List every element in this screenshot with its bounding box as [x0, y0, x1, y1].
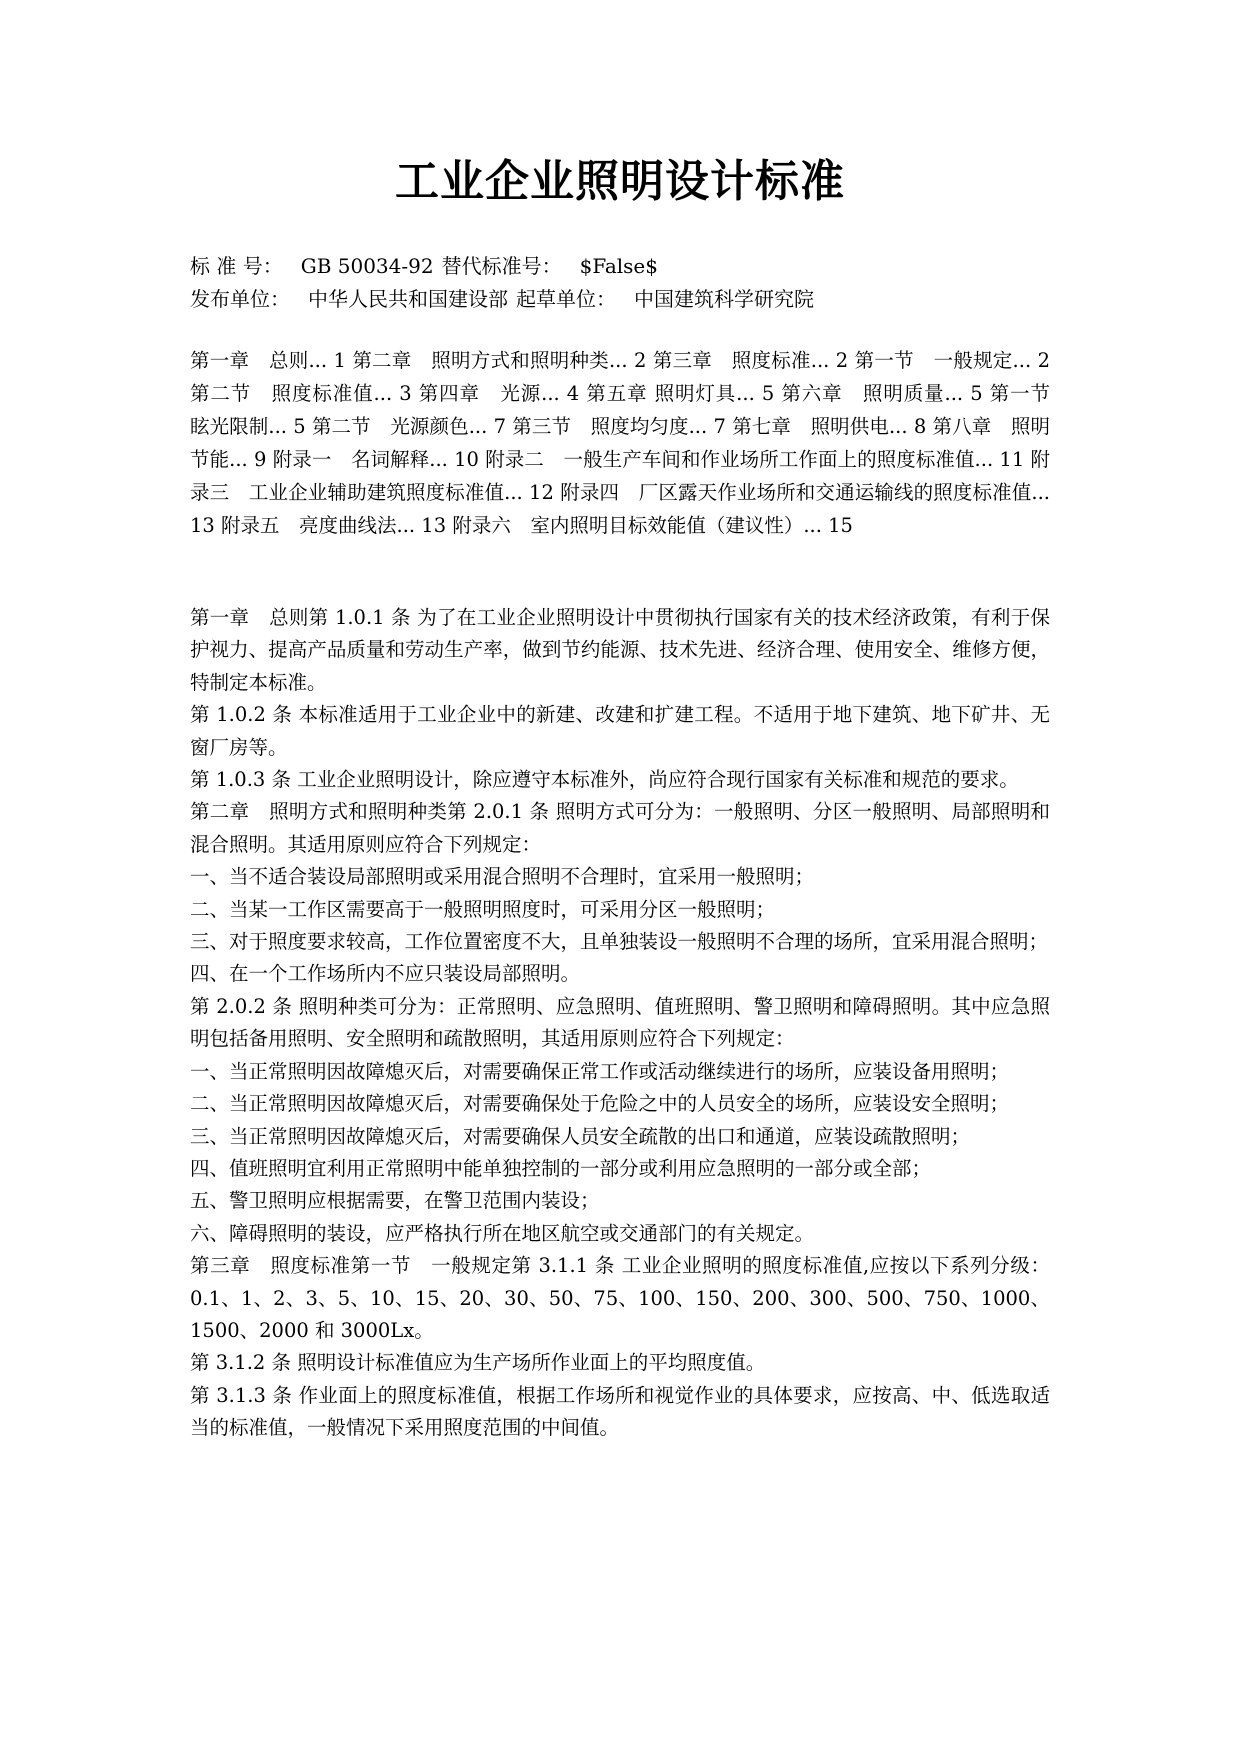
paragraph: 第 1.0.2 条 本标准适用于工业企业中的新建、改建和扩建工程。不适用于地下建筑、地下矿井、无窗厂房等。 — [190, 703, 1050, 759]
paragraph: 第三章 照度标准第一节 一般规定第 3.1.1 条 工业企业照明的照度标准值,应按以下系列分级：0.1、1、2、3、5、10、15、20、30、50、75、100、150、200、300、500、750、1000、1500、2000 和 3000Lx。 — [190, 1254, 1050, 1342]
replacement-standard-value: $False$ — [579, 254, 658, 278]
document-body — [190, 602, 1050, 1445]
publisher-label: 发布单位： — [190, 287, 290, 311]
paragraph: 六、障碍照明的装设，应严格执行所在地区航空或交通部门的有关规定。 — [190, 1221, 815, 1245]
paragraph: 第 3.1.3 条 作业面上的照度标准值，根据工作场所和视觉作业的具体要求，应按高、中、低选取适当的标准值，一般情况下采用照度范围的中间值。 — [190, 1383, 1050, 1440]
publisher-value: 中华人民共和国建设部 — [308, 287, 508, 311]
paragraph: 二、当某一工作区需要高于一般照明照度时，可采用分区一般照明； — [190, 897, 776, 921]
paragraph: 第 3.1.2 条 照明设计标准值应为生产场所作业面上的平均照度值。 — [190, 1351, 766, 1375]
paragraph: 二、当正常照明因故障熄灭后，对需要确保处于危险之中的人员安全的场所，应装设安全照明； — [190, 1092, 1010, 1116]
standard-number-label: 标 准 号： — [190, 254, 283, 278]
paragraph: 第 2.0.2 条 照明种类可分为：正常照明、应急照明、值班照明、警卫照明和障碍照明。其中应急照明包括备用照明、安全照明和疏散照明，其适用原则应符合下列规定： — [190, 994, 1050, 1051]
document-title: 工业企业照明设计标准 — [395, 156, 845, 207]
paragraph: 四、值班照明宜利用正常照明中能单独控制的一部分或利用应急照明的一部分或全部； — [190, 1156, 932, 1180]
paragraph: 第一章 总则第 1.0.1 条 为了在工业企业照明设计中贯彻执行国家有关的技术经济政策，有利于保护视力、提高产品质量和劳动生产率，做到节约能源、技术先进、经济合理、使用安全、维修方便，特制定本标准。 — [190, 606, 1050, 694]
paragraph: 第二章 照明方式和照明种类第 2.0.1 条 照明方式可分为：一般照明、分区一般照明、局部照明和混合照明。其适用原则应符合下列规定： — [190, 800, 1050, 856]
drafter-label: 起草单位： — [516, 287, 616, 311]
paragraph: 四、在一个工作场所内不应只装设局部照明。 — [190, 962, 581, 986]
replacement-standard-label: 替代标准号： — [441, 254, 562, 278]
standard-number-value: GB 50034-92 — [300, 254, 434, 278]
meta-line-publisher — [190, 283, 1050, 316]
paragraph: 一、当不适合装设局部照明或采用混合照明不合理时，宜采用一般照明； — [190, 865, 815, 889]
table-of-contents: 第一章 总则... 1 第二章 照明方式和照明种类... 2 第三章 照度标准... 2 第一节 一般规定... 2 第二节 照度标准值... 3 第四章 光源... 4 第五章 照明灯具... 5 第六章 照明质量... 5 第一节 眩光限制... 5 第二节 光源颜色... 7 第三节 照度均匀度... 7 第七章 照明供电... 8 第八章 照明节能... 9 附录一 名词解释... 10 附录二 一般生产车间和作业场所工作面上的照度标准值... 11 附录三 工业企业辅助建筑照度标准值... 12 附录四 厂区露天作业场所和交通运输线的照度标准值... 13 附录五 亮度曲线法... 13 附录六 室内照明目标效能值（建议性）... 15 — [190, 349, 1070, 537]
paragraph: 五、警卫照明应根据需要，在警卫范围内装设； — [190, 1189, 600, 1213]
paragraph: 三、当正常照明因故障熄灭后，对需要确保人员安全疏散的出口和通道，应装设疏散照明； — [190, 1124, 971, 1148]
paragraph: 一、当正常照明因故障熄灭后，对需要确保正常工作或活动继续进行的场所，应装设备用照明； — [190, 1059, 1010, 1083]
document-meta — [190, 250, 1050, 316]
paragraph: 三、对于照度要求较高，工作位置密度不大，且单独装设一般照明不合理的场所，宜采用混合照明； — [190, 930, 1049, 954]
paragraph: 第 1.0.3 条 工业企业照明设计，除应遵守本标准外，尚应符合现行国家有关标准和规范的要求。 — [190, 768, 1019, 792]
meta-line-standard — [190, 250, 1050, 283]
drafter-value: 中国建筑科学研究院 — [634, 287, 814, 311]
